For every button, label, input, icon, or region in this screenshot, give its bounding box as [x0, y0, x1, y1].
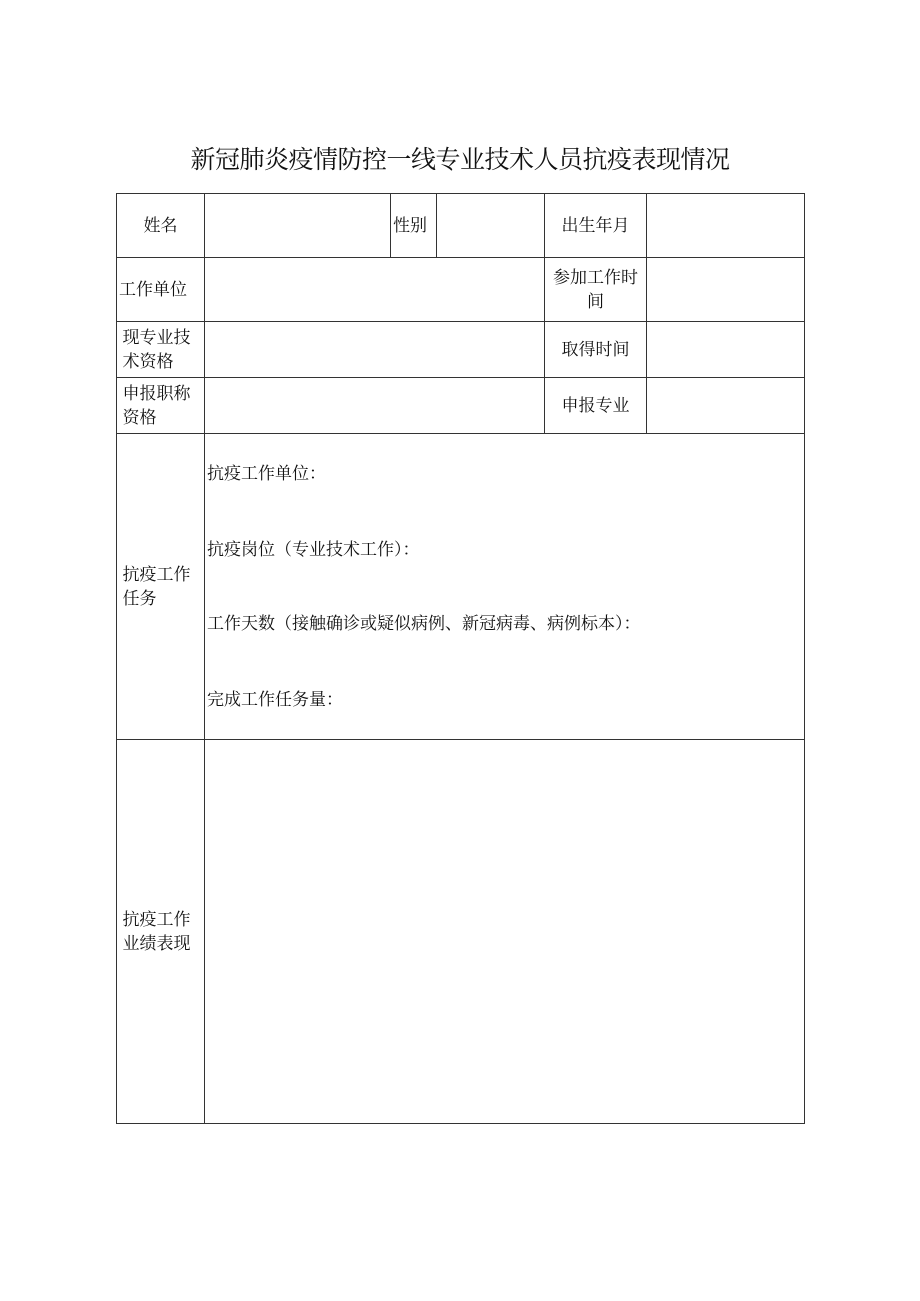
qualification-field[interactable] — [205, 322, 545, 378]
task-line-post: 抗疫岗位（专业技术工作）： — [207, 540, 420, 560]
gender-label: 性别 — [391, 194, 437, 258]
task-line-workload: 完成工作任务量： — [207, 690, 343, 710]
task-line-unit: 抗疫工作单位： — [207, 464, 326, 484]
tasks-label-cell — [117, 434, 205, 740]
name-label: 姓名 — [117, 194, 205, 258]
name-field[interactable] — [205, 194, 391, 258]
row-work-unit — [117, 258, 805, 322]
birth-date-field[interactable] — [647, 194, 805, 258]
work-unit-field[interactable] — [205, 258, 545, 322]
task-line-days: 工作天数（接触确诊或疑似病例、新冠病毒、病例标本）： — [207, 614, 641, 634]
qualification-label-cell — [117, 322, 205, 378]
join-work-time-label-cell — [545, 258, 647, 322]
birth-date-label: 出生年月 — [545, 194, 647, 258]
obtain-time-label: 取得时间 — [545, 322, 647, 378]
apply-title-label-cell — [117, 378, 205, 434]
page-title: 新冠肺炎疫情防控一线专业技术人员抗疫表现情况 — [190, 145, 730, 174]
gender-field[interactable] — [437, 194, 545, 258]
apply-major-field[interactable] — [647, 378, 805, 434]
join-work-time-field[interactable] — [647, 258, 805, 322]
row-basic-info — [117, 194, 805, 258]
qualification-label: 现专业技术资格 — [122, 327, 191, 372]
join-work-time-label: 参加工作时间 — [553, 267, 638, 312]
work-unit-label: 工作单位 — [117, 258, 205, 322]
tasks-content[interactable] — [205, 434, 805, 740]
row-apply-title — [117, 378, 805, 434]
row-qualification — [117, 322, 805, 378]
apply-title-label: 申报职称资格 — [122, 383, 191, 428]
row-tasks — [117, 434, 805, 740]
obtain-time-field[interactable] — [647, 322, 805, 378]
performance-label-cell — [117, 740, 205, 1124]
apply-major-label: 申报专业 — [545, 378, 647, 434]
evaluation-form-table — [116, 193, 805, 1124]
performance-label: 抗疫工作业绩表现 — [122, 909, 191, 954]
performance-field[interactable] — [205, 740, 805, 1124]
apply-title-field[interactable] — [205, 378, 545, 434]
row-performance — [117, 740, 805, 1124]
tasks-label: 抗疫工作任务 — [122, 564, 191, 609]
